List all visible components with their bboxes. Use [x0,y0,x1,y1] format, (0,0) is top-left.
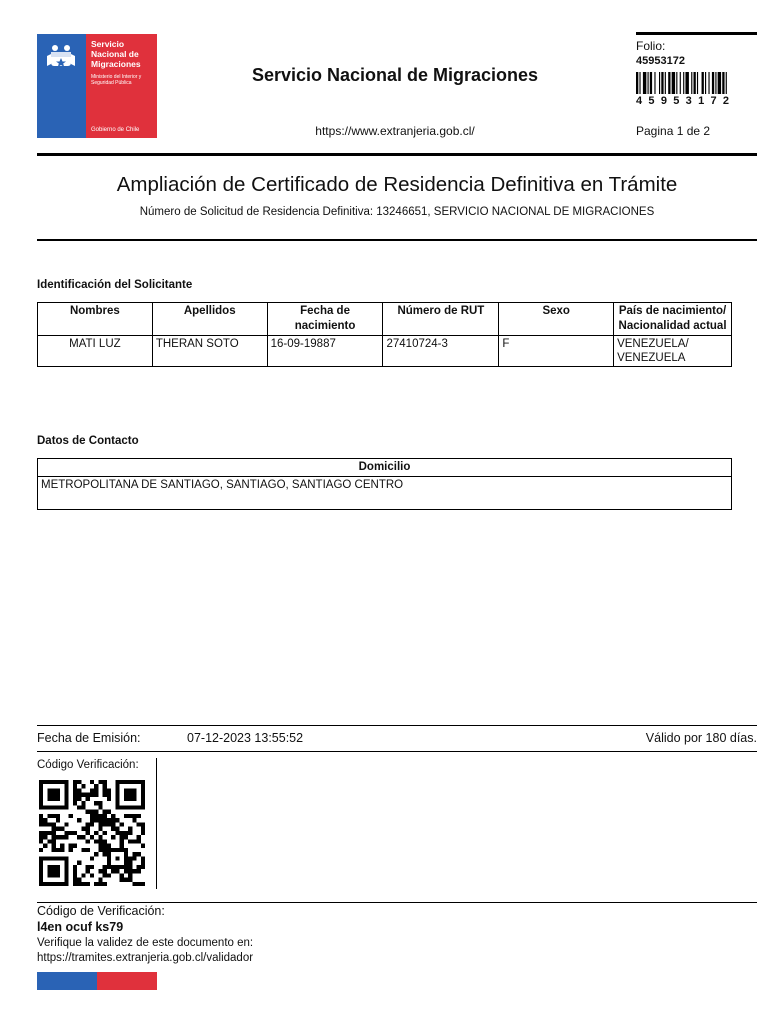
verification-code-label: Código Verificación: [37,759,139,771]
logo-agency-text: Servicio Nacional de Migraciones [91,39,141,69]
cell-fecha-nacimiento: 16-09-19887 [267,336,383,367]
flag-red [97,972,157,990]
emission-date: 07-12-2023 13:55:52 [187,731,304,745]
header-domicilio: Domicilio [38,459,732,477]
emission-label: Fecha de Emisión: [37,731,141,745]
agency-url[interactable]: https://www.extranjeria.gob.cl/ [315,124,475,138]
verification-label: Código de Verificación: [37,904,165,918]
emission-top-rule [37,725,757,726]
header-sexo: Sexo [499,303,614,336]
agency-name: Servicio Nacional de Migraciones [251,65,539,85]
applicant-section-title: Identificación del Solicitante [37,279,193,291]
logo-blue-panel [37,34,86,138]
agency-logo [37,34,157,138]
table-row [38,336,732,367]
document-title: Ampliación de Certificado de Residencia Definitiva en Trámite [116,173,678,196]
title-divider [37,239,757,241]
flag-bar [37,972,157,990]
verify-message: Verifique la validez de este documento en: [37,937,254,949]
applicant-table-header [38,303,732,336]
header-pais-nacionalidad: País de nacimiento/ Nacionalidad actual [614,303,732,336]
header-divider [37,153,757,156]
verify-url[interactable]: https://tramites.extranjeria.gob.cl/validador [37,952,254,964]
folio-number: 45953172 [636,55,685,67]
cell-domicilio: METROPOLITANA DE SANTIAGO, SANTIAGO, SANTIAGO CENTRO [38,477,732,510]
header-rut: Número de RUT [383,303,499,336]
barcode [636,72,756,94]
cell-nombres: MATI LUZ [38,336,153,367]
logo-government-text: Gobierno de Chile [91,127,140,133]
header-apellidos: Apellidos [152,303,267,336]
contact-table [37,458,732,510]
header-fecha-nacimiento: Fecha de nacimiento [267,303,383,336]
coat-of-arms-icon [43,42,79,72]
cell-pais-nacionalidad: VENEZUELA/ VENEZUELA [614,336,732,367]
document-subtitle: Número de Solicitud de Residencia Definitiva: 13246651, SERVICIO NACIONAL DE MIGRACIONES [139,206,655,218]
cell-rut: 27410724-3 [383,336,499,367]
emission-bottom-rule [37,751,757,752]
cell-sexo: F [499,336,614,367]
qr-code [37,780,147,886]
applicant-table [37,302,732,367]
validity-text: Válido por 180 días. [645,731,757,745]
table-row [38,477,732,510]
verification-top-rule [37,902,757,903]
cell-apellidos: THERAN SOTO [152,336,267,367]
qr-divider [156,758,157,889]
verification-code: l4en ocuf ks79 [37,920,124,934]
folio-top-rule [636,32,757,35]
logo-ministry-text: Ministerio del Interior y Seguridad Pública [91,74,142,86]
contact-section-title: Datos de Contacto [37,435,139,447]
logo-red-panel [86,34,157,138]
folio-label: Folio: [636,39,666,53]
barcode-digits: 45953172 [636,95,736,107]
header-nombres: Nombres [38,303,153,336]
contact-table-header [38,459,732,477]
flag-blue [37,972,97,990]
page-indicator: Pagina 1 de 2 [636,124,711,138]
